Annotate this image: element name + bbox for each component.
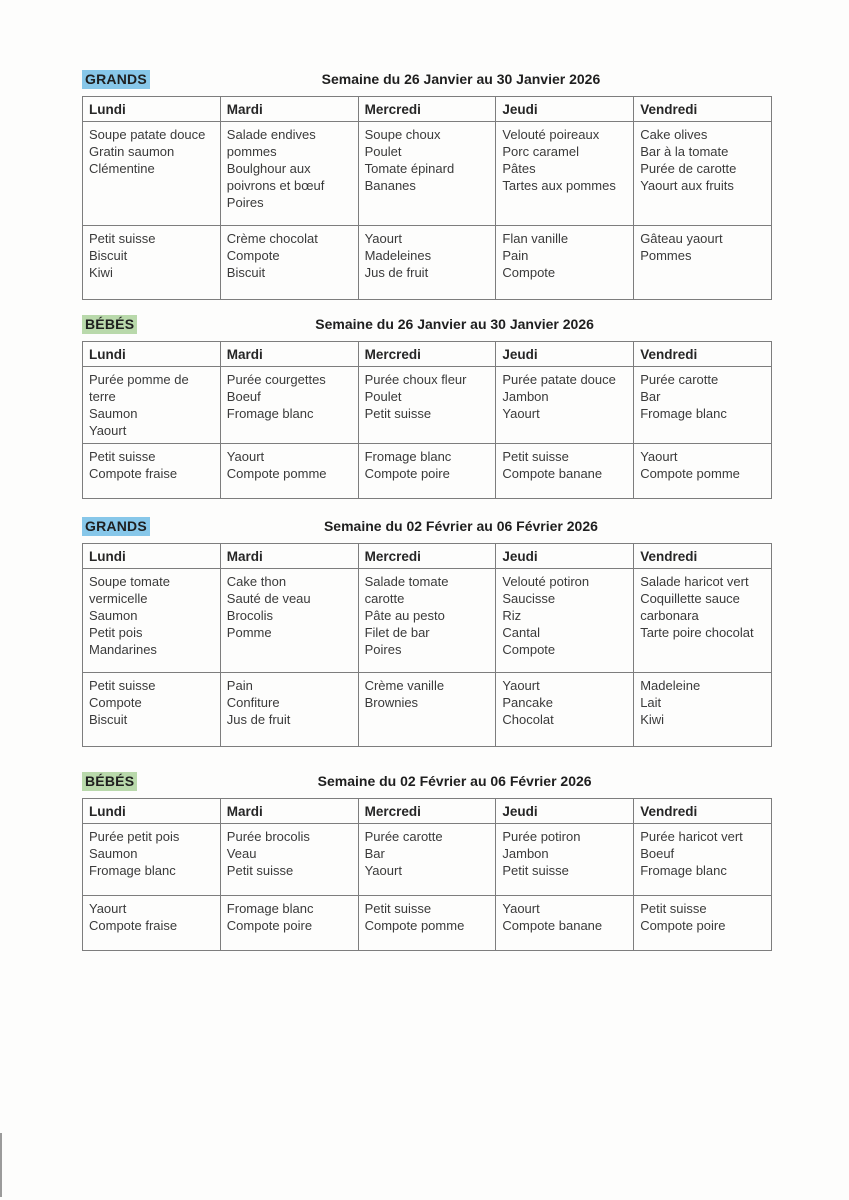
menu-item: Purée carotte: [640, 372, 719, 387]
menu-item: Compote poire: [364, 466, 450, 481]
menu-cell: [83, 122, 221, 226]
menu-item: Compote poire: [226, 918, 313, 933]
day-header: Mardi: [220, 799, 358, 824]
menu-row: [83, 824, 772, 896]
menu-item: Purée choux fleur: [364, 372, 467, 387]
section-header: [82, 517, 772, 536]
menu-cell: [634, 673, 772, 747]
menu-item: Tomate épinard: [364, 161, 455, 176]
menu-item: Jambon: [502, 389, 549, 404]
menu-table-body: [83, 569, 772, 747]
menu-item: Compote fraise: [89, 918, 178, 933]
menu-item: Cake thon: [226, 574, 287, 589]
menu-cell: [358, 444, 496, 499]
menu-cell: [496, 824, 634, 896]
menu-item: Jus de fruit: [226, 712, 291, 727]
menu-item: Jambon: [502, 846, 549, 861]
menu-row: [83, 226, 772, 300]
menu-item: Purée patate douce: [502, 372, 616, 387]
menu-item: Gâteau yaourt: [640, 231, 723, 246]
menu-item: Bar: [364, 846, 385, 861]
menu-cell: [496, 367, 634, 444]
menu-cell: [220, 896, 358, 951]
menu-table-body: [83, 367, 772, 499]
week-title: Semaine du 26 Janvier au 30 Janvier 2026: [321, 71, 601, 87]
menu-cell: [634, 226, 772, 300]
menu-item: Brownies: [364, 695, 419, 710]
menu-item: Petit suisse: [89, 449, 156, 464]
menu-item: Petit suisse: [226, 863, 294, 878]
menu-item: Compote poire: [640, 918, 726, 933]
menu-cell: [220, 122, 358, 226]
menu-item: Yaourt: [502, 678, 540, 693]
section-header: [82, 70, 772, 89]
menu-cell: [496, 569, 634, 673]
menu-section: [82, 315, 772, 499]
menu-item: Fromage blanc: [364, 449, 452, 464]
menu-item: Petit pois: [89, 625, 143, 640]
menu-table: [82, 96, 772, 300]
day-header: Mercredi: [358, 97, 496, 122]
menu-item: Boeuf: [640, 846, 675, 861]
menu-item: Bar à la tomate: [640, 144, 729, 159]
menu-cell: [358, 569, 496, 673]
menu-item: Poulet: [364, 389, 402, 404]
menu-item: Saumon: [89, 406, 138, 421]
menu-item: Yaourt: [640, 449, 678, 464]
menu-item: Saumon: [89, 846, 138, 861]
menu-table-head: [83, 544, 772, 569]
menu-cell: [634, 824, 772, 896]
section-label: BÉBÉS: [82, 772, 137, 791]
menu-item: Salade tomate carotte: [364, 574, 449, 606]
menu-item: Pain: [502, 248, 529, 263]
menu-cell: [496, 122, 634, 226]
menu-cell: [496, 673, 634, 747]
menu-item: Yaourt: [502, 406, 540, 421]
day-header-row: [83, 342, 772, 367]
menu-item: Cantal: [502, 625, 540, 640]
menu-item: Veau: [226, 846, 257, 861]
menu-item: Flan vanille: [502, 231, 569, 246]
scan-artifact: [0, 1133, 2, 1197]
menu-cell: [358, 367, 496, 444]
menu-item: Chocolat: [502, 712, 554, 727]
menu-item: Filet de bar: [364, 625, 430, 640]
day-header-row: [83, 544, 772, 569]
menu-item: Purée pomme de terre: [89, 372, 189, 404]
menu-cell: [83, 226, 221, 300]
menu-cell: [83, 824, 221, 896]
menu-item: Porc caramel: [502, 144, 579, 159]
menu-item: Compote: [502, 642, 556, 657]
menu-cell: [358, 896, 496, 951]
menu-section: [82, 772, 772, 951]
menu-table-body: [83, 824, 772, 951]
menu-cell: [496, 896, 634, 951]
menu-cell: [220, 444, 358, 499]
section-header: [82, 772, 772, 791]
day-header: Vendredi: [634, 97, 772, 122]
menu-item: Mandarines: [89, 642, 157, 657]
menu-item: Lait: [640, 695, 662, 710]
menu-table-head: [83, 799, 772, 824]
day-header: Jeudi: [496, 799, 634, 824]
menu-item: Jus de fruit: [364, 265, 429, 280]
menu-item: Purée haricot vert: [640, 829, 743, 844]
menu-item: Poulet: [364, 144, 402, 159]
menu-item: Fromage blanc: [640, 863, 727, 878]
menu-cell: [83, 444, 221, 499]
menu-cell: [358, 673, 496, 747]
menu-item: Confiture: [226, 695, 280, 710]
menu-cell: [634, 367, 772, 444]
menu-item: Fromage blanc: [226, 901, 314, 916]
menu-item: Compote banane: [502, 918, 603, 933]
menu-cell: [83, 569, 221, 673]
day-header: Jeudi: [496, 97, 634, 122]
day-header: Lundi: [83, 799, 221, 824]
menu-item: Soupe tomate vermicelle: [89, 574, 170, 606]
menu-item: Purée potiron: [502, 829, 581, 844]
menu-item: Velouté potiron: [502, 574, 590, 589]
menu-item: Sauté de veau: [226, 591, 311, 606]
menu-item: Compote: [226, 248, 280, 263]
menu-item: Compote fraise: [89, 466, 178, 481]
menu-item: Crème vanille: [364, 678, 445, 693]
menu-item: Poires: [226, 195, 264, 210]
day-header: Mardi: [220, 342, 358, 367]
menu-section: [82, 517, 772, 747]
menu-row: [83, 122, 772, 226]
menu-table: [82, 543, 772, 747]
menu-table: [82, 798, 772, 951]
menu-row: [83, 367, 772, 444]
menu-item: Salade endives pommes: [226, 127, 316, 159]
menu-item: Compote: [89, 695, 142, 710]
day-header: Vendredi: [634, 544, 772, 569]
menu-cell: [220, 824, 358, 896]
menu-item: Bar: [640, 389, 661, 404]
menu-item: Fromage blanc: [640, 406, 727, 421]
menu-item: Pommes: [640, 248, 692, 263]
day-header: Vendredi: [634, 799, 772, 824]
menu-row: [83, 673, 772, 747]
section-header: [82, 315, 772, 334]
menu-cell: [634, 896, 772, 951]
menu-item: Madeleine: [640, 678, 701, 693]
menu-cell: [358, 226, 496, 300]
menu-item: Compote: [502, 265, 556, 280]
menu-item: Kiwi: [640, 712, 665, 727]
menu-item: Riz: [502, 608, 522, 623]
menu-table-body: [83, 122, 772, 300]
menu-item: Tartes aux pommes: [502, 178, 616, 193]
menu-item: Pain: [226, 678, 253, 693]
menu-cell: [634, 444, 772, 499]
menu-item: Boulghour aux poivrons et bœuf: [226, 161, 325, 193]
menu-content: [82, 70, 772, 951]
menu-cell: [220, 569, 358, 673]
menu-item: Petit suisse: [640, 901, 707, 916]
day-header: Mardi: [220, 97, 358, 122]
menu-item: Petit suisse: [364, 406, 432, 421]
menu-item: Petit suisse: [364, 901, 432, 916]
menu-item: Biscuit: [89, 248, 128, 263]
menu-item: Compote pomme: [640, 466, 740, 481]
menu-item: Crème chocolat: [226, 231, 318, 246]
menu-cell: [220, 367, 358, 444]
menu-cell: [83, 673, 221, 747]
menu-section: [82, 70, 772, 300]
menu-item: Soupe patate douce: [89, 127, 206, 142]
menu-item: Compote pomme: [364, 918, 465, 933]
day-header: Lundi: [83, 97, 221, 122]
menu-item: Purée carotte: [364, 829, 443, 844]
menu-item: Purée brocolis: [226, 829, 310, 844]
day-header: Mercredi: [358, 342, 496, 367]
menu-item: Madeleines: [364, 248, 432, 263]
menu-item: Yaourt: [364, 863, 402, 878]
menu-cell: [358, 824, 496, 896]
menu-sections: [82, 70, 772, 951]
week-title: Semaine du 26 Janvier au 30 Janvier 2026: [315, 316, 594, 332]
menu-item: Yaourt: [364, 231, 402, 246]
menu-item: Clémentine: [89, 161, 155, 176]
menu-item: Petit suisse: [89, 678, 156, 693]
day-header: Mercredi: [358, 799, 496, 824]
menu-item: Salade haricot vert: [640, 574, 749, 589]
menu-item: Cake olives: [640, 127, 708, 142]
menu-item: Pâte au pesto: [364, 608, 445, 623]
day-header-row: [83, 97, 772, 122]
menu-item: Soupe choux: [364, 127, 441, 142]
menu-cell: [634, 569, 772, 673]
menu-item: Fromage blanc: [226, 406, 314, 421]
section-label: GRANDS: [82, 517, 150, 536]
menu-row: [83, 896, 772, 951]
day-header: Mardi: [220, 544, 358, 569]
menu-item: Biscuit: [89, 712, 128, 727]
menu-item: Bananes: [364, 178, 416, 193]
menu-item: Pâtes: [502, 161, 536, 176]
menu-cell: [496, 444, 634, 499]
menu-item: Yaourt: [89, 423, 127, 438]
section-label: BÉBÉS: [82, 315, 137, 334]
menu-item: Saumon: [89, 608, 138, 623]
menu-item: Compote banane: [502, 466, 603, 481]
day-header: Mercredi: [358, 544, 496, 569]
menu-item: Petit suisse: [502, 449, 569, 464]
menu-item: Poires: [364, 642, 402, 657]
menu-item: Pancake: [502, 695, 553, 710]
menu-row: [83, 444, 772, 499]
menu-item: Coquillette sauce carbonara: [640, 591, 740, 623]
menu-cell: [358, 122, 496, 226]
day-header: Lundi: [83, 342, 221, 367]
menu-cell: [220, 673, 358, 747]
menu-item: Yaourt aux fruits: [640, 178, 734, 193]
menu-item: Saucisse: [502, 591, 556, 606]
day-header-row: [83, 799, 772, 824]
day-header: Jeudi: [496, 544, 634, 569]
week-title: Semaine du 02 Février au 06 Février 2026: [317, 773, 592, 789]
menu-item: Petit suisse: [502, 863, 569, 878]
week-title: Semaine du 02 Février au 06 Février 2026: [323, 518, 598, 534]
menu-cell: [83, 367, 221, 444]
day-header: Vendredi: [634, 342, 772, 367]
menu-cell: [496, 226, 634, 300]
menu-item: Yaourt: [502, 901, 540, 916]
menu-row: [83, 569, 772, 673]
menu-item: Purée de carotte: [640, 161, 737, 176]
menu-item: Fromage blanc: [89, 863, 176, 878]
menu-item: Kiwi: [89, 265, 113, 280]
menu-item: Velouté poireaux: [502, 127, 600, 142]
menu-table-head: [83, 342, 772, 367]
menu-cell: [83, 896, 221, 951]
menu-item: Compote pomme: [226, 466, 327, 481]
menu-item: Tarte poire chocolat: [640, 625, 754, 640]
menu-item: Brocolis: [226, 608, 274, 623]
menu-item: Boeuf: [226, 389, 261, 404]
menu-item: Biscuit: [226, 265, 266, 280]
menu-item: Pomme: [226, 625, 272, 640]
menu-item: Yaourt: [89, 901, 127, 916]
menu-cell: [634, 122, 772, 226]
menu-table-head: [83, 97, 772, 122]
menu-item: Yaourt: [226, 449, 265, 464]
day-header: Lundi: [83, 544, 221, 569]
day-header: Jeudi: [496, 342, 634, 367]
menu-item: Purée courgettes: [226, 372, 326, 387]
menu-cell: [220, 226, 358, 300]
menu-item: Petit suisse: [89, 231, 156, 246]
section-label: GRANDS: [82, 70, 150, 89]
menu-item: Purée petit pois: [89, 829, 180, 844]
menu-item: Gratin saumon: [89, 144, 175, 159]
menu-table: [82, 341, 772, 499]
